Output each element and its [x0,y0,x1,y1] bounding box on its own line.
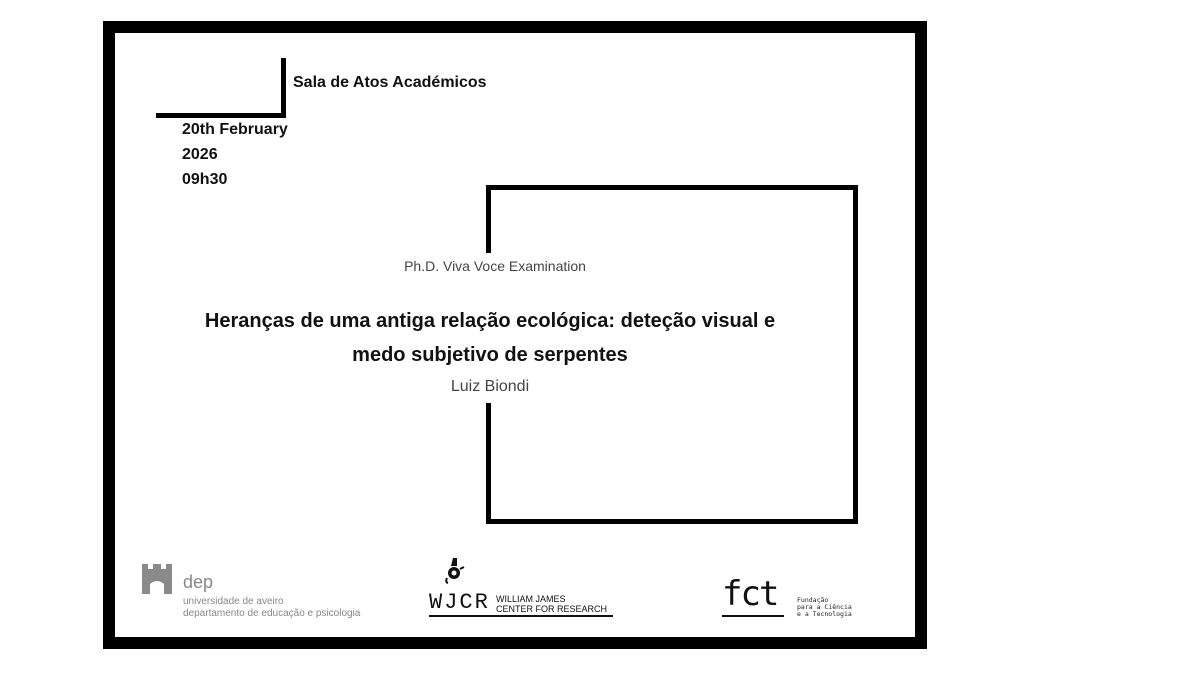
decor-frame-left-lower [486,403,491,524]
fct-line3: e a Tecnologia [797,610,852,618]
dep-wordmark: dep [183,572,214,592]
ua-line2: departamento de educação e psicologia [183,608,361,619]
date-day: 20th February [182,121,288,138]
wjcr-wordmark: WJCR [429,590,490,615]
decor-frame-left-upper [486,185,491,253]
decor-frame-top [486,185,858,190]
ua-subtitle [183,596,360,620]
wjcr-line1: WILLIAM JAMES [496,594,566,604]
fct-line2: para a Ciência [797,603,852,611]
fct-wordmark: fct [722,574,778,614]
decor-corner-horizontal [156,113,286,118]
ua-castle-icon [140,560,174,601]
decor-frame-bottom [486,519,858,524]
decor-frame-right [853,185,858,524]
fct-underline [722,615,784,617]
fct-line1: Fundação [797,596,829,604]
wjcr-figure-icon [443,556,467,589]
wjcr-underline [429,615,613,617]
venue: Sala de Atos Académicos [293,74,487,91]
time: 09h30 [182,171,228,188]
wjcr-line2: CENTER FOR RESEARCH [496,604,608,614]
wjcr-subtitle [496,594,607,614]
thesis-title: Heranças de uma antiga relação ecológica: deteção visual e medo subjetivo de serpentes [204,310,776,366]
date-year: 2026 [182,146,218,163]
author: Luiz Biondi [450,378,530,395]
fct-subtitle [797,597,852,618]
exam-type: Ph.D. Viva Voce Examination [404,258,586,274]
decor-corner-vertical [281,58,286,118]
ua-line1: universidade de aveiro [183,596,284,607]
